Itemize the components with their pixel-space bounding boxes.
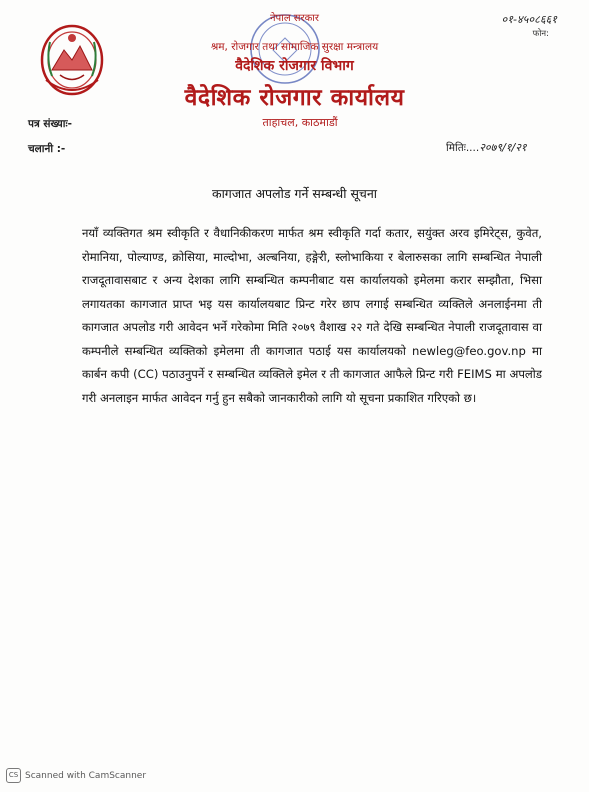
phone-label: फोन: [532,29,549,39]
scanner-text: Scanned with CamScanner [25,770,147,781]
date-field [446,140,527,155]
date-value: २०७९/१/२१ [479,141,527,154]
header-address: ताहाचल, काठमाडौं [262,116,338,129]
header-department: वैदेशिक रोजगार विभाग [235,58,354,74]
scanner-footer [6,768,146,783]
notice-body: नयाँ व्यक्तिगत श्रम स्वीकृति र वैधानिकीकरण मार्फत श्रम स्वीकृति गर्दा कतार, सयुंक्त अरव इमिरेट्स, कुवेत, रोमानिया, पोल्याण्ड, क्रोसिया, माल्दोभा, अल्बनिया, हङ्गेरी, स्लोभाकिया र बेलारुसका लागि सम्बन्धित नेपाली राजदूतावासबाट र अन्य देशका लागि सम्बन्धित कम्पनीबाट यस कार्यालयको इमेलमा करार सम्झौता, भिसा लगायतका कागजात प्राप्त भइ यस कार्यालयबाट प्रिन्ट गरेर छाप लगाई सम्बन्धित व्यक्तिले अनलाईनमा ती कागजात अपलोड गरी आवेदन भर्ने गरेकोमा मिति २०७९ वैशाख २२ गते देखि सम्बन्धित नेपाली राजदूतावास वा कम्पनीले सम्बन्धित व्यक्तिको इमेलमा ती कागजात पठाई यस कार्यालयको newleg@feo.gov.np मा कार्बन कपी (CC) पठाउनुपर्ने र सम्बन्धित व्यक्तिले इमेल र ती कागजात आफैले प्रिन्ट गरी FEIMS मा अपलोड गरी अनलाइन मार्फत आवेदन गर्नु हुन सबैको जानकारीको लागि यो सूचना प्रकाशित गरिएको छ। [82,226,542,405]
phone-number: ०१-४५०८६६१ [501,13,557,26]
patra-sankhya-label: पत्र संख्याः- [28,118,72,130]
camscanner-logo-icon: CS [6,768,21,783]
header-ministry: श्रम, रोजगार तथा सामाजिक सुरक्षा मन्त्रालय [210,41,379,53]
chalani-label: चलानी :- [28,143,66,155]
date-label: मितिः.... [446,142,480,154]
header-government: नेपाल सरकार [270,13,319,24]
header-office-name: वैदेशिक रोजगार कार्यालय [184,85,405,111]
notice-title: कागजात अपलोड गर्ने सम्बन्धी सूचना [211,186,378,201]
